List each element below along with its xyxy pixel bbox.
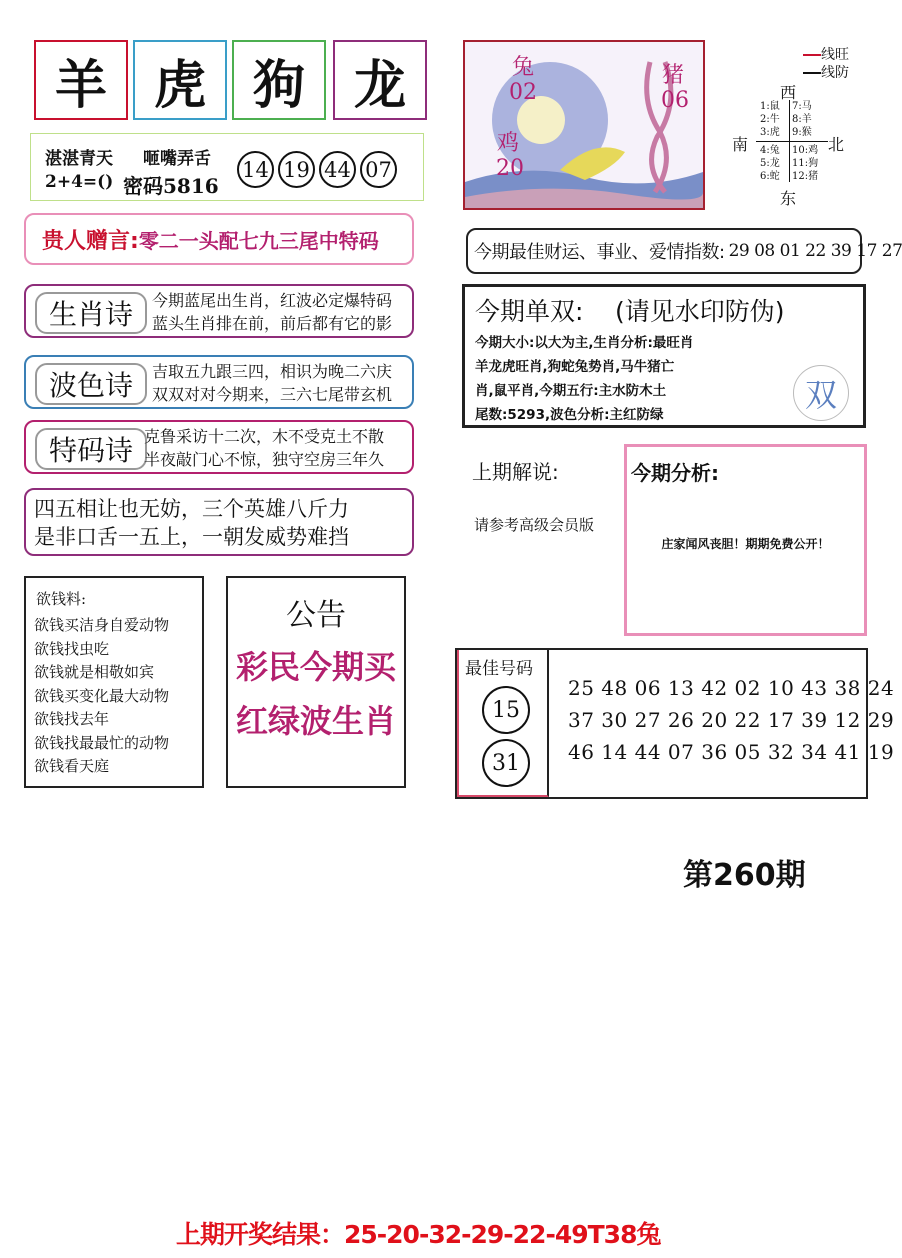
last-period-label: 上期解说: bbox=[472, 460, 559, 484]
compass-cell: 8:羊 bbox=[792, 114, 812, 125]
riddle-line1-b: 咂嘴弄舌 bbox=[143, 149, 211, 169]
legend-text-2: 线防 bbox=[821, 65, 849, 81]
compass-cell: 7:马 bbox=[792, 101, 812, 112]
poem-line: 克鲁采访十二次，木不受克土不散 bbox=[144, 427, 385, 446]
compass bbox=[730, 80, 850, 208]
riddle-box bbox=[30, 133, 424, 201]
poem-line: 蓝头生肖排在前，前后都有它的影 bbox=[152, 314, 393, 333]
poem-special-box bbox=[24, 420, 414, 474]
compass-cell: 3:虎 bbox=[760, 127, 780, 138]
compass-nw bbox=[760, 100, 780, 139]
compass-cell: 6:蛇 bbox=[760, 171, 780, 182]
legend-black-line bbox=[803, 72, 821, 74]
number-row: 46 14 44 07 36 05 32 34 41 19 bbox=[568, 740, 895, 764]
best-numbers-grid bbox=[552, 650, 895, 797]
analysis-line: 羊龙虎旺肖,狗蛇兔势肖,马牛猪亡 bbox=[475, 359, 675, 375]
single-double-title: 今期单双: bbox=[475, 297, 584, 326]
single-double-lines bbox=[475, 331, 693, 427]
riddle-line2-a: 2+4=() bbox=[45, 172, 114, 192]
last-result: 上期开奖结果：25-20-32-29-22-49T38兔 bbox=[176, 1220, 661, 1249]
money-item: 欲钱找去年 bbox=[34, 710, 110, 728]
compass-legend bbox=[803, 46, 849, 82]
money-item: 欲钱买洁身自爱动物 bbox=[34, 616, 170, 634]
index-numbers: 29 08 01 22 39 17 27 bbox=[728, 241, 902, 261]
zodiac-box-3: 狗 bbox=[232, 40, 326, 120]
number-ball: 19 bbox=[278, 151, 315, 188]
compass-north: 北 bbox=[828, 135, 845, 154]
money-item: 欲钱找最最忙的动物 bbox=[34, 733, 170, 752]
number-row: 37 30 27 26 20 22 17 39 12 29 bbox=[568, 708, 895, 732]
money-item: 欲钱买变化最大动物 bbox=[34, 686, 170, 705]
zodiac-picture bbox=[463, 40, 705, 210]
compass-west: 西 bbox=[780, 83, 797, 102]
number-ball: 44 bbox=[319, 151, 356, 188]
gift-label: 贵人赠言: bbox=[42, 228, 139, 254]
compass-cell: 2:牛 bbox=[760, 114, 780, 125]
riddle-line1-a: 湛湛青天 bbox=[45, 149, 113, 169]
best-ball: 15 bbox=[482, 686, 530, 734]
money-item: 欲钱找虫吃 bbox=[34, 639, 110, 658]
compass-sw bbox=[760, 144, 780, 183]
proverb-line1: 四五相让也无妨，三个英雄八斤力 bbox=[34, 497, 349, 521]
riddle-line2-b: 密码5816 bbox=[123, 174, 219, 198]
analysis-line: 肖,鼠平肖,今期五行:主水防木土 bbox=[475, 383, 667, 399]
compass-cell: 12:猪 bbox=[792, 171, 819, 182]
best-numbers-label: 最佳号码 bbox=[465, 659, 533, 679]
poem-label: 生肖诗 bbox=[35, 292, 147, 334]
money-item: 欲钱就是相敬如宾 bbox=[34, 663, 155, 681]
compass-v-line bbox=[789, 100, 790, 182]
best-numbers-box bbox=[455, 648, 895, 799]
analysis-box bbox=[624, 444, 867, 636]
poem-line: 吉取五九跟三四，相识为晚二六庆 bbox=[152, 362, 393, 381]
compass-cell: 5:龙 bbox=[760, 158, 780, 169]
zodiac-box-4: 龙 bbox=[333, 40, 427, 120]
analysis-text: 庄家闻风丧胆！期期免费公开！ bbox=[661, 537, 830, 551]
poem-label: 特码诗 bbox=[35, 428, 147, 470]
compass-se bbox=[792, 144, 818, 183]
poem-label: 波色诗 bbox=[35, 363, 147, 405]
pig-number: 06 bbox=[661, 88, 689, 113]
best-ball: 31 bbox=[482, 739, 530, 787]
poem-line: 今期蓝尾出生肖，红波必定爆特码 bbox=[152, 291, 393, 310]
number-ball: 14 bbox=[237, 151, 274, 188]
number-row: 25 48 06 13 42 02 10 43 38 24 bbox=[568, 676, 895, 700]
compass-cell: 11:狗 bbox=[792, 158, 819, 169]
zodiac-box-2: 虎 bbox=[133, 40, 227, 120]
single-double-box bbox=[462, 284, 866, 428]
zodiac-box-1: 羊 bbox=[34, 40, 128, 120]
compass-cell: 10:鸡 bbox=[792, 145, 819, 156]
rabbit-label: 兔 bbox=[512, 55, 535, 80]
poem-wave-box bbox=[24, 355, 414, 409]
best-numbers-left bbox=[457, 650, 549, 797]
pig-label: 猪 bbox=[662, 63, 685, 88]
number-ball: 07 bbox=[360, 151, 397, 188]
poem-line: 双双对对今期来，三六七尾带玄机 bbox=[152, 385, 393, 404]
money-item: 欲钱看天庭 bbox=[34, 757, 110, 775]
money-title: 欲钱料: bbox=[36, 590, 87, 608]
notice-title: 公告 bbox=[286, 598, 346, 633]
single-double-stamp: 双 bbox=[793, 365, 849, 421]
rooster-number: 20 bbox=[496, 156, 524, 181]
compass-east: 东 bbox=[780, 189, 797, 208]
money-box bbox=[24, 576, 204, 788]
proverb-line2: 是非口舌一五上，一朝发威势难挡 bbox=[34, 525, 349, 549]
compass-h-line bbox=[756, 141, 828, 142]
compass-ne bbox=[792, 100, 812, 139]
poem-zodiac-box bbox=[24, 284, 414, 338]
analysis-line: 今期大小:以大为主,生肖分析:最旺肖 bbox=[475, 335, 694, 351]
rabbit-number: 02 bbox=[509, 80, 537, 105]
compass-cell: 4:兔 bbox=[760, 145, 780, 156]
notice-box bbox=[226, 576, 406, 788]
poem-line: 半夜敲门心不惊，独守空房三年久 bbox=[144, 450, 385, 469]
notice-line1: 彩民今期买 bbox=[235, 648, 396, 686]
index-bar bbox=[466, 228, 902, 274]
last-period-note: 请参考高级会员版 bbox=[474, 516, 595, 534]
proverb-box bbox=[24, 488, 414, 556]
gift-text: 零二一头配七九三尾中特码 bbox=[138, 228, 379, 253]
gift-banner bbox=[24, 213, 414, 265]
money-list bbox=[34, 614, 169, 779]
rooster-label: 鸡 bbox=[497, 131, 520, 156]
compass-cell: 1:鼠 bbox=[760, 101, 780, 112]
riddle-balls bbox=[237, 151, 401, 188]
legend-text-1: 线旺 bbox=[821, 47, 849, 63]
compass-cell: 9:猴 bbox=[792, 127, 812, 138]
compass-south: 南 bbox=[732, 135, 749, 154]
analysis-label: 今期分析: bbox=[631, 461, 719, 485]
legend-red-line bbox=[803, 54, 821, 56]
notice-line2: 红绿波生肖 bbox=[235, 702, 396, 740]
analysis-line: 尾数:5293,波色分析:主红防绿 bbox=[475, 407, 664, 423]
issue-number: 第260期 bbox=[683, 858, 806, 893]
single-double-hint: (请见水印防伪) bbox=[615, 297, 785, 326]
index-label: 今期最佳财运、事业、爱情指数: bbox=[474, 242, 725, 263]
